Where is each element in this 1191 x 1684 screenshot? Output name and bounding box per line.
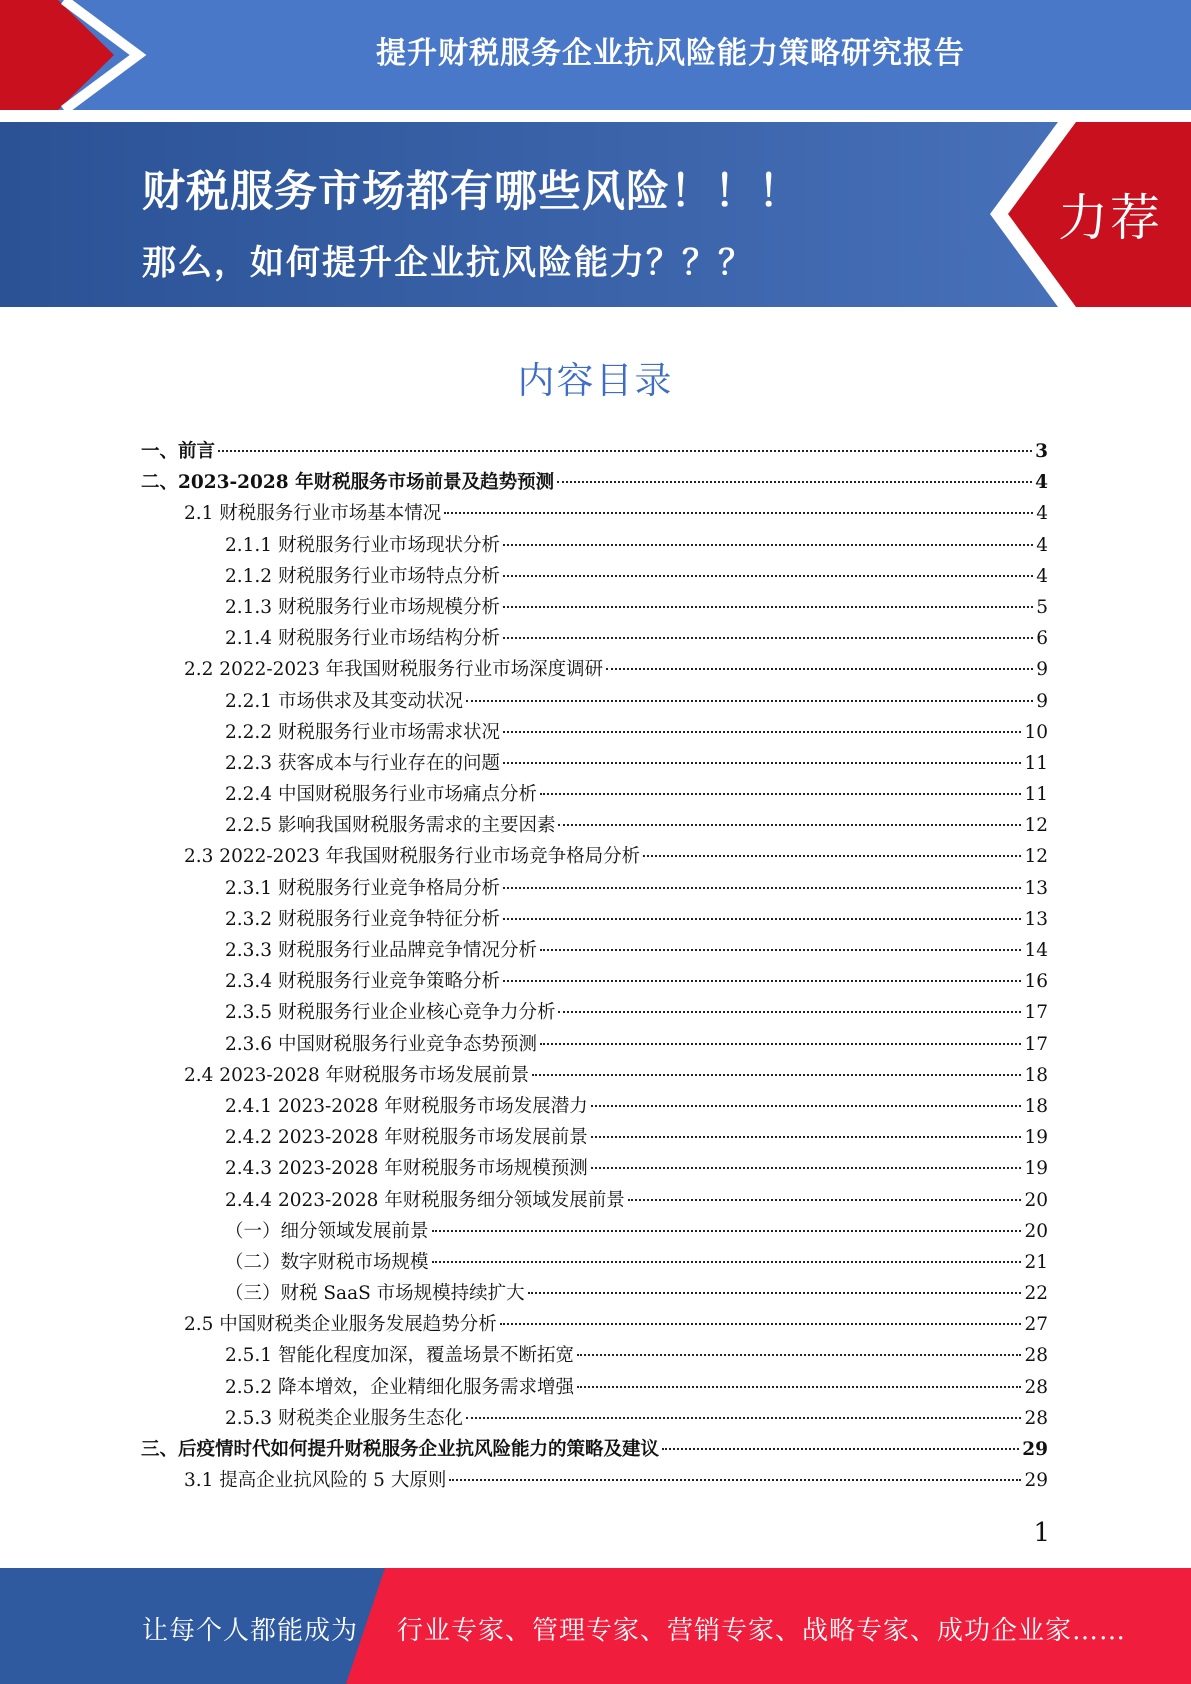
toc-heading: 内容目录 bbox=[517, 359, 674, 402]
toc-entry-title: 2.5.1 智能化程度加深，覆盖场景不断拓宽 bbox=[225, 1345, 574, 1367]
toc-entry-title: （一）细分领域发展前景 bbox=[225, 1220, 429, 1242]
toc-entry-title: 3.1 提高企业抗风险的 5 大原则 bbox=[184, 1470, 447, 1492]
toc-leader-dots bbox=[662, 1448, 1019, 1450]
toc-entry[interactable] bbox=[141, 561, 1048, 592]
report-title: 提升财税服务企业抗风险能力策略研究报告 bbox=[376, 36, 965, 71]
toc-leader-dots bbox=[577, 1354, 1021, 1356]
toc-entry-page: 22 bbox=[1024, 1283, 1048, 1305]
toc-entry-page: 9 bbox=[1036, 690, 1048, 712]
toc-entry[interactable] bbox=[141, 841, 1048, 872]
toc-leader-dots bbox=[540, 793, 1021, 795]
toc-entry[interactable] bbox=[141, 1122, 1048, 1153]
toc-entry-page: 9 bbox=[1036, 659, 1048, 681]
toc-entry-page: 14 bbox=[1024, 940, 1048, 961]
toc-entry-page: 11 bbox=[1024, 752, 1048, 774]
footer-slogan-lead: 让每个人都能成为 bbox=[142, 1616, 359, 1646]
toc-entry-page: 12 bbox=[1024, 815, 1048, 837]
toc-entry-title: 2.4.1 2023-2028 年财税服务市场发展潜力 bbox=[225, 1095, 588, 1117]
toc-leader-dots bbox=[503, 606, 1033, 608]
toc-entry[interactable] bbox=[141, 1091, 1048, 1122]
toc-entry-title: （二）数字财税市场规模 bbox=[225, 1251, 429, 1273]
toc-entry-page: 4 bbox=[1035, 472, 1048, 494]
toc-entry-page: 18 bbox=[1024, 1095, 1048, 1117]
toc-entry-title: 2.5.2 降本增效，企业精细化服务需求增强 bbox=[225, 1376, 574, 1398]
recommend-badge: 力荐 bbox=[1058, 189, 1162, 247]
toc-leader-dots bbox=[591, 1167, 1022, 1169]
toc-entry-page: 28 bbox=[1024, 1376, 1048, 1398]
toc-entry-page: 12 bbox=[1024, 846, 1048, 868]
toc-leader-dots bbox=[503, 980, 1021, 982]
toc-leader-dots bbox=[432, 1261, 1022, 1263]
toc-entry-page: 20 bbox=[1024, 1189, 1048, 1211]
toc-entry[interactable] bbox=[141, 966, 1048, 997]
footer-banner bbox=[0, 1568, 1191, 1684]
toc-leader-dots bbox=[606, 668, 1033, 670]
toc-entry-title: 2.2.3 获客成本与行业存在的问题 bbox=[225, 752, 500, 774]
toc-entry[interactable] bbox=[141, 1372, 1048, 1403]
toc-entry-title: 2.3.5 财税服务行业企业核心竞争力分析 bbox=[225, 1002, 556, 1024]
toc-entry-title: 2.2.2 财税服务行业市场需求状况 bbox=[225, 721, 500, 743]
toc-entry-page: 10 bbox=[1024, 721, 1048, 743]
toc-entry-page: 4 bbox=[1036, 565, 1048, 587]
toc-entry[interactable] bbox=[141, 686, 1048, 717]
toc-leader-dots bbox=[540, 949, 1021, 951]
toc-entry-page: 29 bbox=[1024, 1470, 1048, 1492]
toc-entry-title: 2.3.6 中国财税服务行业竞争态势预测 bbox=[225, 1033, 537, 1055]
toc-entry[interactable] bbox=[141, 717, 1048, 748]
toc-entry[interactable] bbox=[141, 810, 1048, 841]
toc-leader-dots bbox=[591, 1105, 1022, 1107]
hero-headline: 财税服务市场都有哪些风险！！！ bbox=[142, 167, 802, 217]
toc-leader-dots bbox=[503, 918, 1021, 920]
toc-entry[interactable] bbox=[141, 1216, 1048, 1247]
toc-entry-title: 三、后疫情时代如何提升财税服务企业抗风险能力的策略及建议 bbox=[141, 1439, 660, 1460]
toc-entry[interactable] bbox=[141, 654, 1048, 685]
toc-entry-title: 2.3.2 财税服务行业竞争特征分析 bbox=[225, 908, 500, 930]
toc-entry-title: 2.1.3 财税服务行业市场规模分析 bbox=[225, 596, 500, 618]
toc-entry-title: 2.5.3 财税类企业服务生态化 bbox=[225, 1407, 463, 1429]
toc-entry-title: 2.3.3 财税服务行业品牌竞争情况分析 bbox=[225, 940, 537, 961]
toc-entry-page: 19 bbox=[1024, 1127, 1048, 1149]
toc-entry-title: 2.2 2022-2023 年我国财税服务行业市场深度调研 bbox=[184, 659, 604, 681]
toc-entry-page: 29 bbox=[1022, 1439, 1048, 1460]
toc-leader-dots bbox=[557, 481, 1032, 483]
toc-entry[interactable] bbox=[141, 997, 1048, 1028]
toc-entry-title: 2.1.1 财税服务行业市场现状分析 bbox=[225, 534, 500, 556]
toc-entry-title: 二、2023-2028 年财税服务市场前景及趋势预测 bbox=[141, 472, 555, 494]
toc-leader-dots bbox=[643, 855, 1021, 857]
hero-subheadline: 那么，如何提升企业抗风险能力？？？ bbox=[142, 243, 754, 283]
toc-entry[interactable] bbox=[141, 1340, 1048, 1371]
toc-entry-title: 2.3.1 财税服务行业竞争格局分析 bbox=[225, 877, 500, 899]
toc-entry-page: 11 bbox=[1024, 784, 1048, 806]
toc-entry[interactable] bbox=[141, 1153, 1048, 1184]
toc-entry-page: 27 bbox=[1024, 1314, 1048, 1336]
toc-entry-title: 2.5 中国财税类企业服务发展趋势分析 bbox=[184, 1314, 497, 1336]
toc-entry-page: 21 bbox=[1024, 1251, 1048, 1273]
toc-entry[interactable] bbox=[141, 1465, 1048, 1496]
toc-entry-title: 2.1.2 财税服务行业市场特点分析 bbox=[225, 565, 500, 587]
toc-entry[interactable] bbox=[141, 1185, 1048, 1216]
toc-leader-dots bbox=[466, 700, 1033, 702]
toc-entry-title: 2.3.4 财税服务行业竞争策略分析 bbox=[225, 971, 500, 993]
toc-leader-dots bbox=[503, 637, 1033, 639]
toc-entry[interactable] bbox=[141, 873, 1048, 904]
toc-leader-dots bbox=[218, 450, 1032, 452]
toc-leader-dots bbox=[540, 1043, 1021, 1045]
toc-entry[interactable] bbox=[141, 1309, 1048, 1340]
toc-entry[interactable] bbox=[141, 467, 1048, 498]
toc-leader-dots bbox=[503, 544, 1033, 546]
toc-entry-title: （三）财税 SaaS 市场规模持续扩大 bbox=[225, 1283, 525, 1305]
toc-entry-page: 13 bbox=[1024, 908, 1048, 930]
toc-entry-title: 2.2.4 中国财税服务行业市场痛点分析 bbox=[225, 784, 537, 806]
toc-entry-page: 19 bbox=[1024, 1158, 1048, 1180]
toc-entry[interactable] bbox=[141, 1403, 1048, 1434]
toc-entry[interactable] bbox=[141, 1247, 1048, 1278]
toc-entry-title: 2.4.3 2023-2028 年财税服务市场规模预测 bbox=[225, 1158, 588, 1180]
toc-entry-page: 16 bbox=[1024, 971, 1048, 993]
toc-entry-page: 17 bbox=[1024, 1033, 1048, 1055]
table-of-contents bbox=[141, 436, 1048, 1496]
toc-entry-page: 20 bbox=[1024, 1220, 1048, 1242]
toc-leader-dots bbox=[500, 1323, 1022, 1325]
toc-entry-title: 2.2.5 影响我国财税服务需求的主要因素 bbox=[225, 815, 556, 837]
toc-leader-dots bbox=[444, 512, 1033, 514]
toc-leader-dots bbox=[503, 887, 1021, 889]
toc-leader-dots bbox=[577, 1386, 1021, 1388]
toc-entry-page: 4 bbox=[1036, 534, 1048, 556]
toc-entry-page: 28 bbox=[1024, 1345, 1048, 1367]
toc-entry-page: 5 bbox=[1036, 596, 1048, 618]
toc-entry-title: 2.1 财税服务行业市场基本情况 bbox=[184, 503, 442, 525]
toc-entry-page: 6 bbox=[1036, 628, 1048, 650]
toc-entry-title: 一、前言 bbox=[141, 441, 216, 462]
toc-entry[interactable] bbox=[141, 935, 1048, 966]
page-number: 1 bbox=[1033, 1518, 1050, 1548]
toc-entry[interactable] bbox=[141, 1434, 1048, 1465]
toc-entry[interactable] bbox=[141, 1278, 1048, 1309]
toc-entry-title: 2.4.2 2023-2028 年财税服务市场发展前景 bbox=[225, 1127, 588, 1149]
top-banner bbox=[0, 0, 1191, 110]
toc-entry-title: 2.4.4 2023-2028 年财税服务细分领域发展前景 bbox=[225, 1189, 625, 1211]
toc-entry[interactable] bbox=[141, 1060, 1048, 1091]
toc-entry-title: 2.4 2023-2028 年财税服务市场发展前景 bbox=[184, 1064, 530, 1086]
toc-entry[interactable] bbox=[141, 498, 1048, 529]
toc-leader-dots bbox=[591, 1136, 1022, 1138]
toc-leader-dots bbox=[449, 1479, 1021, 1481]
toc-entry[interactable] bbox=[141, 904, 1048, 935]
toc-entry[interactable] bbox=[141, 436, 1048, 467]
toc-leader-dots bbox=[466, 1417, 1021, 1419]
toc-leader-dots bbox=[628, 1199, 1022, 1201]
toc-entry[interactable] bbox=[141, 748, 1048, 779]
hero-banner bbox=[0, 122, 1191, 307]
toc-entry[interactable] bbox=[141, 530, 1048, 561]
toc-leader-dots bbox=[503, 762, 1021, 764]
toc-entry-title: 2.3 2022-2023 年我国财税服务行业市场竞争格局分析 bbox=[184, 846, 641, 868]
toc-leader-dots bbox=[503, 731, 1021, 733]
toc-entry-page: 3 bbox=[1035, 441, 1048, 462]
toc-leader-dots bbox=[532, 1074, 1021, 1076]
toc-leader-dots bbox=[558, 824, 1021, 826]
toc-leader-dots bbox=[503, 575, 1033, 577]
toc-entry-page: 4 bbox=[1036, 503, 1048, 525]
toc-entry-title: 2.2.1 市场供求及其变动状况 bbox=[225, 690, 463, 712]
toc-leader-dots bbox=[528, 1292, 1022, 1294]
toc-entry-page: 28 bbox=[1024, 1407, 1048, 1429]
toc-entry[interactable] bbox=[141, 623, 1048, 654]
toc-entry[interactable] bbox=[141, 779, 1048, 810]
toc-leader-dots bbox=[432, 1230, 1022, 1232]
footer-slogan-roles: 行业专家、管理专家、营销专家、战略专家、成功企业家…… bbox=[397, 1616, 1127, 1646]
toc-entry[interactable] bbox=[141, 592, 1048, 623]
toc-entry-page: 17 bbox=[1024, 1002, 1048, 1024]
toc-entry-page: 18 bbox=[1024, 1064, 1048, 1086]
toc-entry-title: 2.1.4 财税服务行业市场结构分析 bbox=[225, 628, 500, 650]
toc-entry-page: 13 bbox=[1024, 877, 1048, 899]
toc-entry[interactable] bbox=[141, 1029, 1048, 1060]
toc-leader-dots bbox=[558, 1011, 1021, 1013]
